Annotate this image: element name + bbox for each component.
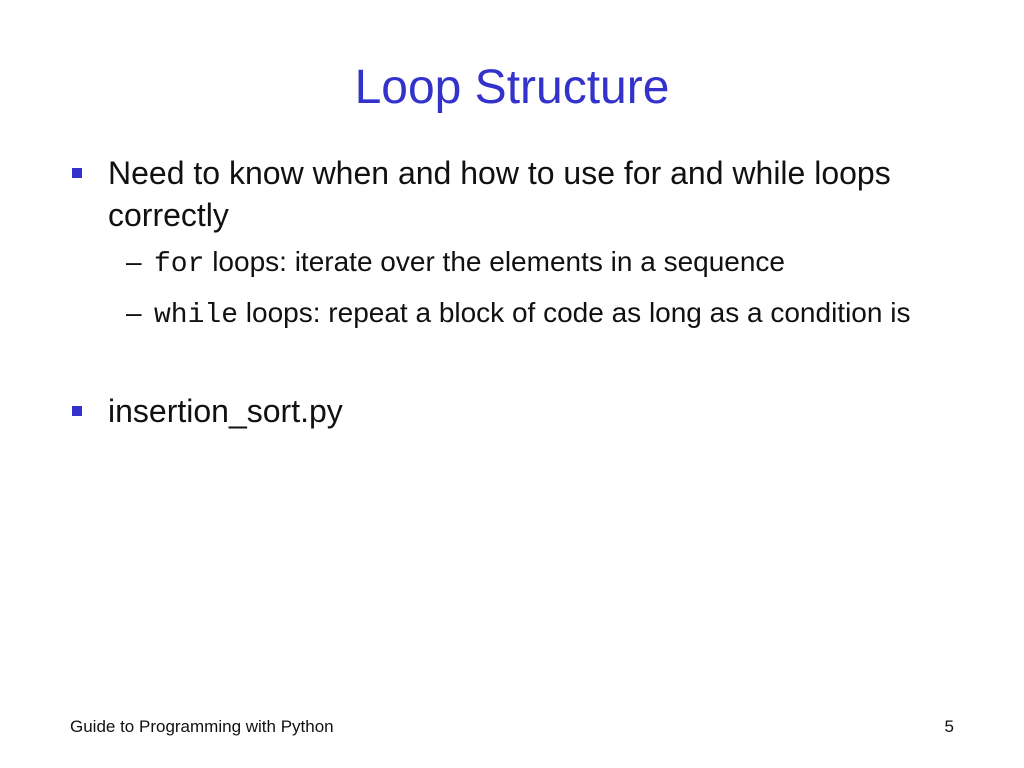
slide-body [70, 152, 950, 432]
bullet-item [70, 390, 950, 432]
code-keyword: for [154, 249, 205, 280]
bullet-text: Need to know when and how to use for and while loops correctly [108, 155, 891, 233]
sub-bullet-text: loops: repeat a block of code as long as a condition is [238, 297, 911, 328]
sub-bullet-list [70, 242, 950, 336]
dash-icon: – [126, 246, 142, 277]
square-bullet-icon [72, 168, 82, 178]
page-number: 5 [944, 717, 954, 736]
footer-title: Guide to Programming with Python [70, 717, 334, 736]
bullet-text: insertion_sort.py [108, 393, 343, 429]
square-bullet-icon [72, 406, 82, 416]
slide-title: Loop Structure [354, 61, 670, 114]
sub-bullet-text: loops: iterate over the elements in a sequence [204, 246, 785, 277]
bullet-item [70, 152, 950, 236]
dash-icon: – [126, 297, 142, 328]
sub-bullet-item [126, 293, 950, 336]
sub-bullet-item [126, 242, 950, 285]
code-keyword: while [154, 300, 239, 331]
